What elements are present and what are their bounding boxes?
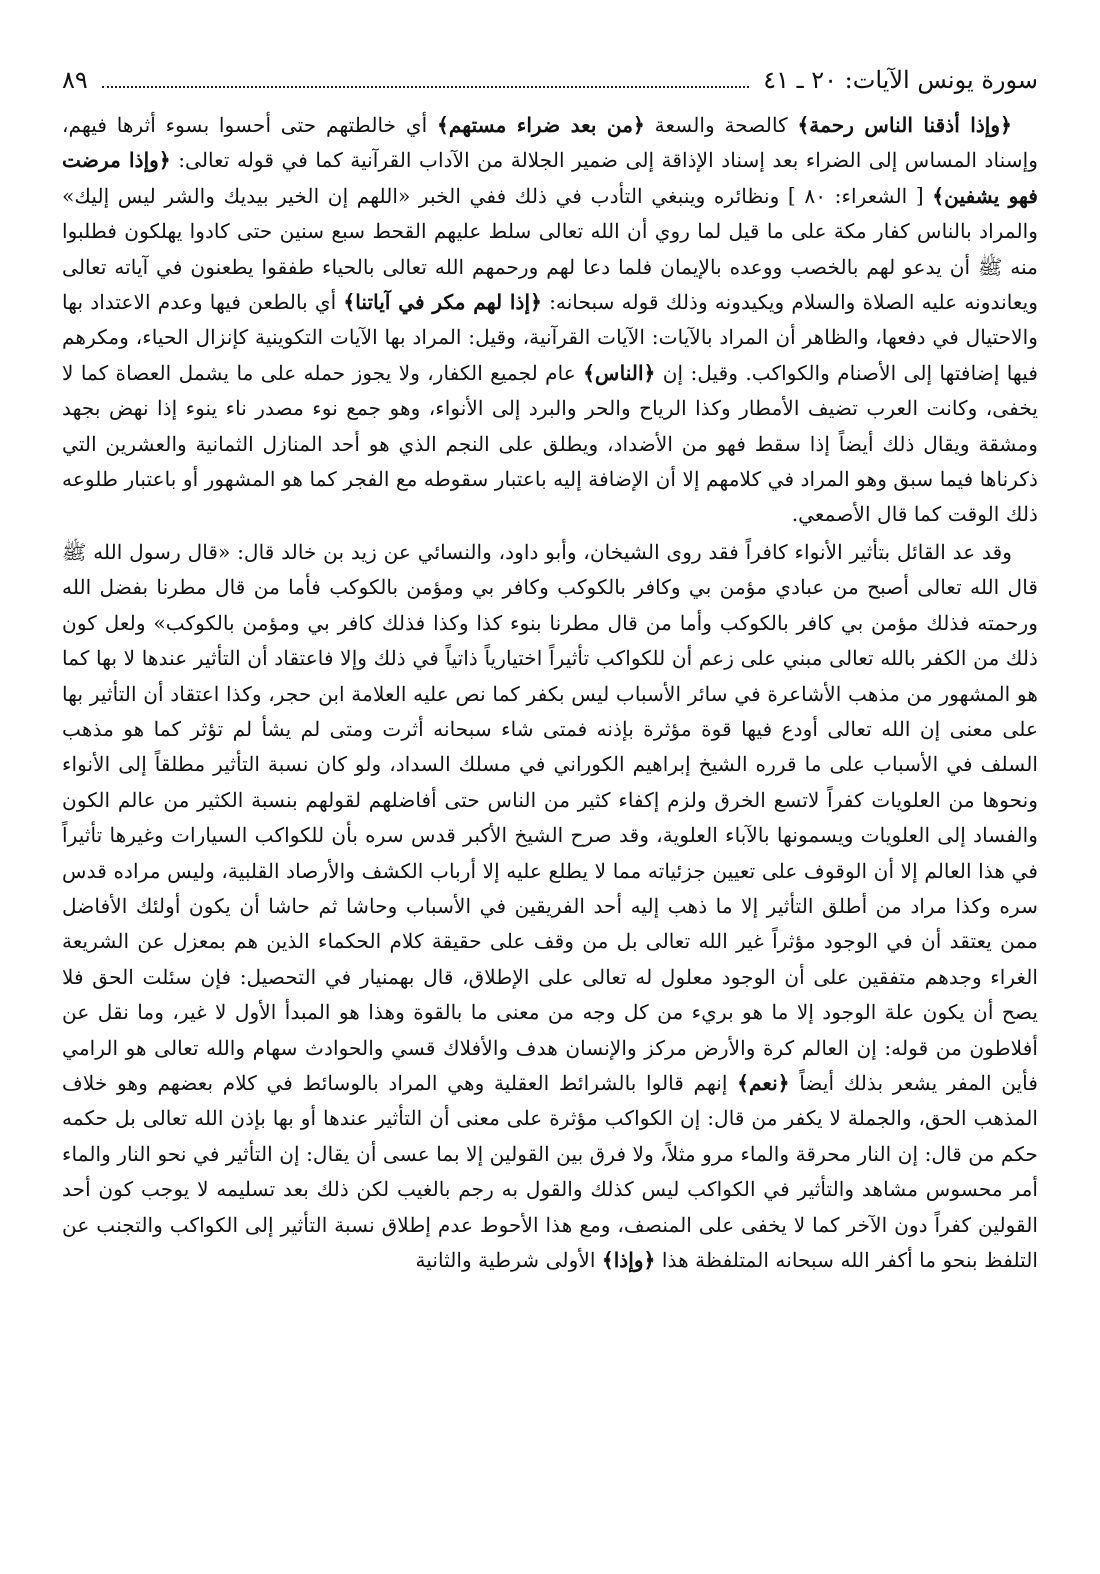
quran-quote: ﴿إذا لهم مكر في آياتنا﴾ bbox=[343, 290, 542, 315]
header-dotted-leader bbox=[102, 64, 749, 88]
page-number: ٨٩ bbox=[62, 66, 88, 94]
quran-quote: ﴿وإذا﴾ bbox=[601, 1248, 656, 1272]
commentary-text: أي بالطعن فيها وعدم الاعتداد بها والاحتيال في دفعها، والظاهر أن المراد بالآيات: الآيات القرآنية، وقيل: المراد بها الآيات التكوينية كإنزال الحياء، ومكرهم فيها إضافتها إلى الأصنام والكواكب. وقيل: إن bbox=[62, 290, 1038, 385]
quran-quote: ﴿وإذا مرضت فهو يشفين﴾ bbox=[62, 148, 1038, 208]
book-page bbox=[62, 60, 1038, 1278]
surah-header-title: سورة يونس الآيات: ٢٠ ـ ٤١ bbox=[763, 66, 1038, 94]
commentary-text: أي خالطتهم حتى أحسوا بسوء أثرها فيهم، وإسناد المساس إلى الضراء بعد إسناد الإذاقة إلى ضمير الجلالة من الآداب القرآنية كما في قوله تعالى: bbox=[62, 113, 1038, 173]
running-header bbox=[62, 60, 1038, 106]
commentary-text: وقد عد القائل بتأثير الأنواء كافراً فقد روى الشيخان، وأبو داود، والنسائي عن زيد بن خالد قال: «قال رسول الله ﷺ قال الله تعالى أصبح من عبادي مؤمن بي وكافر بالكوكب وكافر بي ومؤمن بالكوكب فأما من قال مطرنا بفضل الله ورحمته فذلك مؤمن بي كافر بالكوكب وأما من قال مطرنا بنوء كذا وكذا فذلك كافر بي ومؤمن بالكوكب» ولعل كون ذلك من الكفر بالله تعالى مبني على زعم أن للكواكب تأثيراً اختيارياً ذاتياً في ذلك وإلا فاعتقاد أن التأثير عندها لا بها كما هو المشهور من مذهب الأشاعرة في سائر الأسباب ليس بكفر كما نص عليه العلامة ابن حجر، وكذا اعتقاد أن التأثير بها على معنى إن الله تعالى أودع فيها قوة مؤثرة بإذنه فمتى شاء سبحانه أثرت ومتى لم يشأ لم تؤثر كما هو مذهب السلف في الأسباب على ما قرره الشيخ إبراهيم الكوراني في مسلك السداد، ولو كان نسبة التأثير مطلقاً إلى الأنواء ونحوها من العلويات كفراً لاتسع الخرق ولزم إكفاء كثير من الناس حتى أفاضلهم لقولهم بنسبة الكثير من عالم الكون والفساد إلى العلويات ويسمونها بالآباء العلوية، وقد صرح الشيخ الأكبر قدس سره بأن للكواكب السيارات وغيرها تأثيراً في هذا العالم إلا أن الوقوف على تعيين جزئياته مما لا يطلع عليه إلا أرباب الكشف والأرصاد القلبية، وليس مراده قدس سره وكذا مراد من أطلق التأثير إلا ما ذهب إليه أحد الفريقين في الأسباب وحاشا ثم حاشا أن يكون أولئك الأفاضل ممن يعتقد أن في الوجود مؤثراً غير الله تعالى بل من وقف على حقيقة كلام الحكماء الذين هم بمعزل عن الشريعة الغراء وجدهم متفقين على أن الوجود معلول له تعالى على الإطلاق، قال بهمنيار في التحصيل: فإن سئلت الحق فلا يصح أن يكون علة الوجود إلا ما هو بريء من كل وجه من معنى ما بالقوة وهذا هو المبدأ الأول لا غير، وما نقل عن أفلاطون من قوله: إن العالم كرة والأرض مركز والإنسان هدف والأفلاك قسي والحوادث سهام والله تعالى هو الرامي فأين المفر يشعر بذلك أيضاً bbox=[62, 539, 1038, 1095]
quran-quote: ﴿من بعد ضراء مستهم﴾ bbox=[437, 113, 645, 137]
commentary-text: [ الشعراء: ٨٠ ] ونظائره وينبغي التأدب في ذلك ففي الخبر «اللهم إن الخير بيديك والشر ليس إليك» والمراد بالناس كفار مكة على ما قيل لما روي أن الله تعالى سلط عليهم القحط سبع سنين حتى كادوا يهلكون فطلبوا منه ﷺ أن يدعو لهم بالخصب ووعده بالإيمان فلما دعا لهم ورحمهم الله تعالى بالحياء طفقوا يطعنون في آياته تعالى ويعاندونه عليه الصلاة والسلام ويكيدونه وذلك قوله سبحانه: bbox=[62, 183, 1039, 315]
quran-quote: ﴿نعم﴾ bbox=[737, 1070, 790, 1095]
tafsir-paragraph-2 bbox=[62, 535, 1038, 1279]
quran-quote: ﴿الناس﴾ bbox=[583, 360, 656, 385]
commentary-text: إنهم قالوا بالشرائط العقلية وهي المراد بالوسائط في كلام بعضهم وهو خلاف المذهب الحق، والجملة لا يكفر من قال: إن الكواكب مؤثرة على معنى أن التأثير عندها أو بها بإذن الله تعالى بل حكمه حكم من قال: إن النار محرقة والماء مرو مثلاً، ولا فرق بين القولين إلا بما عسى أن يقال: إن التأثير في نحو النار والماء أمر محسوس مشاهد والتأثير في الكواكب ليس كذلك والقول به رجم بالغيب لكن ذلك بعد تسليمه لا يوجب كون أحد القولين كفراً دون الآخر كما لا يخفى على المنصف، ومع هذا الأحوط عدم إطلاق نسبة التأثير إلى الكواكب والتجنب عن التلفظ بنحو ما أكفر الله سبحانه المتلفظة هذا bbox=[62, 1070, 1038, 1272]
tafsir-paragraph-1 bbox=[62, 108, 1038, 533]
commentary-text: كالصحة والسعة bbox=[644, 113, 798, 137]
commentary-text: الأولى شرطية والثانية bbox=[415, 1248, 602, 1272]
commentary-text: عام لجميع الكفار، ولا يجوز حمله على ما يشمل العصاة كما لا يخفى، وكانت العرب تضيف الأمطار وكذا الرياح والحر والبرد إلى الأنواء، وهو جمع نوء مصدر ناء ينوء إذا نهض بجهد ومشقة ويقال ذلك أيضاً إذا سقط فهو من الأضداد، ويطلق على النجم الذي هو أحد المنازل الثمانية والعشرين التي ذكرناها فيما سبق وهو المراد في كلامهم إلا أن الإضافة إليه باعتبار سقوطه مع الفجر كما هو المشهور أو باعتبار طلوعه ذلك الوقت كما قال الأصمعي. bbox=[62, 360, 1038, 527]
quran-quote: ﴿وإذا أذقنا الناس رحمة﴾ bbox=[797, 113, 1012, 137]
